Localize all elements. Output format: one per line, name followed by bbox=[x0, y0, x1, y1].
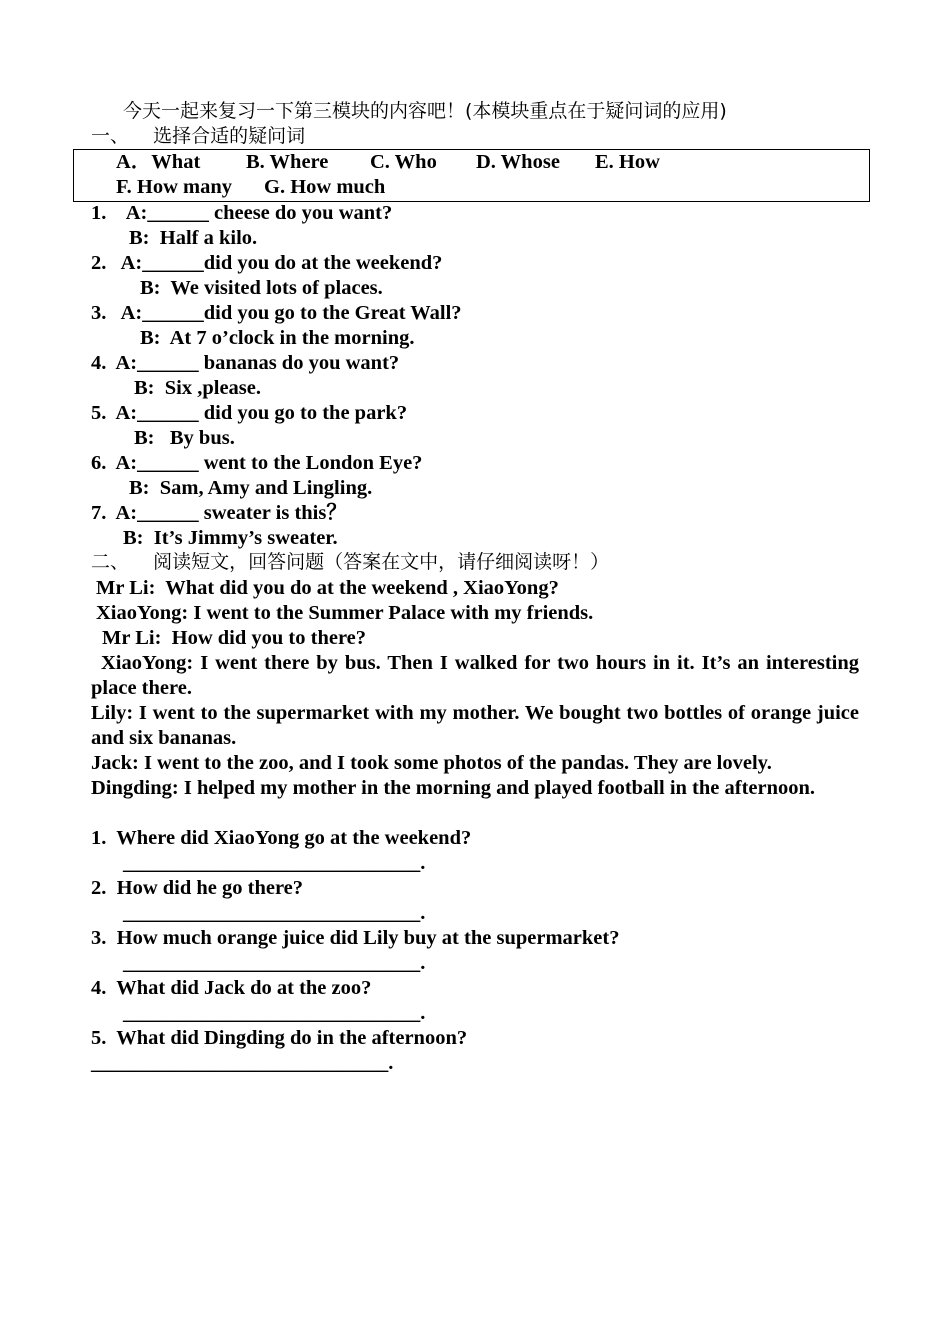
s1-question-1: 1. A:______ cheese do you want? bbox=[91, 202, 393, 224]
s1-question-6: 6. A:______ went to the London Eye? bbox=[91, 452, 423, 474]
s2-question-2: 2. How did he go there? bbox=[91, 877, 304, 899]
s2-question-4: 4. What did Jack do at the zoo? bbox=[91, 977, 372, 999]
dialogue-line-6: Jack: I went to the zoo, and I took some photos of the pandas. They are lovely. bbox=[91, 752, 772, 774]
s1-question-3: 3. A:______did you go to the Great Wall? bbox=[91, 302, 462, 324]
s2-answer-blank-5[interactable]: _____________________________. bbox=[91, 1052, 394, 1074]
s2-question-5: 5. What did Dingding do in the afternoon? bbox=[91, 1027, 468, 1049]
option-e: E. How bbox=[595, 151, 660, 173]
options-box bbox=[73, 149, 870, 202]
option-a: A．What bbox=[116, 151, 201, 173]
s1-answer-7: B: It’s Jimmy’s sweater. bbox=[123, 527, 338, 549]
s1-answer-4: B: Six ,please. bbox=[134, 377, 261, 399]
option-c: C. Who bbox=[370, 151, 437, 173]
s2-answer-blank-3[interactable]: _____________________________. bbox=[123, 952, 426, 974]
s1-answer-5: B: By bus. bbox=[134, 427, 235, 449]
option-b: B. Where bbox=[246, 151, 329, 173]
dialogue-line-5: Lily: I went to the supermarket with my mother. We bought two bottles of orange juice and six bananas. bbox=[91, 702, 859, 749]
dialogue-line-7: Dingding: I helped my mother in the morning and played football in the afternoon. bbox=[91, 777, 816, 799]
s1-question-2: 2. A:______did you do at the weekend? bbox=[91, 252, 443, 274]
s1-question-4: 4. A:______ bananas do you want? bbox=[91, 352, 400, 374]
s1-answer-2: B: We visited lots of places. bbox=[140, 277, 383, 299]
dialogue-line-1: Mr Li: What did you do at the weekend , XiaoYong? bbox=[96, 577, 559, 599]
s2-answer-blank-1[interactable]: _____________________________. bbox=[123, 852, 426, 874]
option-d: D. Whose bbox=[476, 151, 560, 173]
option-g: G. How much bbox=[264, 176, 386, 198]
option-f: F. How many bbox=[116, 176, 232, 198]
section1-heading: 一、 选择合适的疑问词 bbox=[91, 125, 306, 147]
page-title: 今天一起来复习一下第三模块的内容吧！(本模块重点在于疑问词的应用) bbox=[123, 100, 727, 122]
s2-answer-blank-2[interactable]: _____________________________. bbox=[123, 902, 426, 924]
s1-answer-1: B: Half a kilo. bbox=[129, 227, 258, 249]
s1-question-7: 7. A:______ sweater is this？ bbox=[91, 502, 347, 524]
s2-question-3: 3. How much orange juice did Lily buy at the supermarket? bbox=[91, 927, 620, 949]
s2-answer-blank-4[interactable]: _____________________________. bbox=[123, 1002, 426, 1024]
section2-heading: 二、 阅读短文，回答问题（答案在文中，请仔细阅读呀！） bbox=[91, 551, 610, 573]
s2-question-1: 1. Where did XiaoYong go at the weekend? bbox=[91, 827, 472, 849]
dialogue-line-2: XiaoYong: I went to the Summer Palace with my friends. bbox=[96, 602, 594, 624]
s1-answer-3: B: At 7 o’clock in the morning. bbox=[140, 327, 415, 349]
s1-answer-6: B: Sam, Amy and Lingling. bbox=[129, 477, 373, 499]
s1-question-5: 5. A:______ did you go to the park? bbox=[91, 402, 408, 424]
dialogue-line-4: XiaoYong: I went there by bus. Then I walked for two hours in it. It’s an interesting place there. bbox=[91, 652, 859, 699]
dialogue-line-3: Mr Li: How did you to there? bbox=[102, 627, 367, 649]
